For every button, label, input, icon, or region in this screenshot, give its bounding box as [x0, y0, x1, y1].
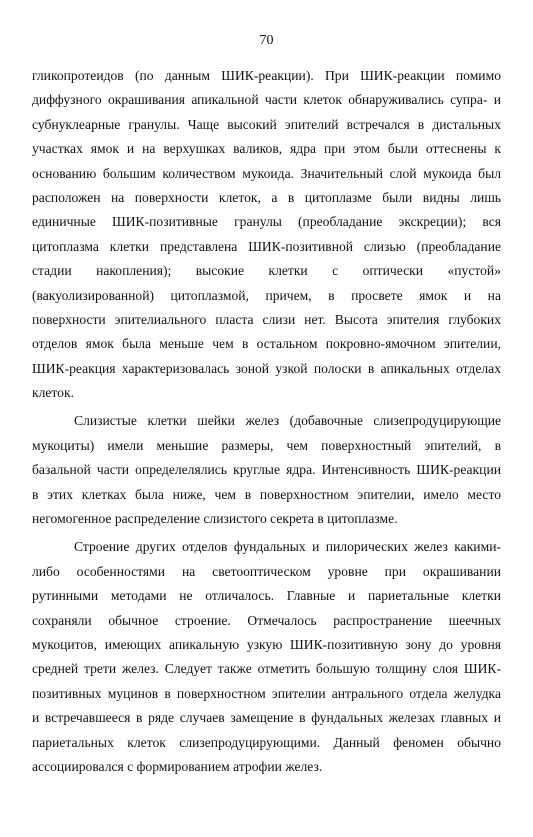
text-line: единичные ШИК-позитивные гранулы (преобладание экскреции); вся [32, 214, 501, 230]
text-line: негомогенное распределение слизистого секрета в цитоплазме. [32, 511, 398, 527]
paragraph [32, 535, 501, 779]
text-line: мукоциты) имели меньшие размеры, чем поверхностный эпителий, в [32, 437, 501, 453]
text-line: поверхности эпителиального пласта слизи нет. Высота эпителия глубоких [32, 311, 501, 327]
text-line: средней трети желез. Следует также отметить большую толщину слоя ШИК- [32, 661, 501, 677]
text-line: и встречавшееся в ряде случаев замещение в фундальных железах главных и [32, 710, 501, 726]
text-line: позитивных муцинов в поверхностном эпителии антрального отдела желудка [32, 685, 501, 701]
text-line: цитоплазма клетки представлена ШИК-позитивной слизью (преобладание [32, 238, 501, 254]
body-text [32, 64, 501, 779]
text-line: субнуклеарные гранулы. Чаще высокий эпителий встречался в дистальных [32, 116, 501, 132]
text-line: сохраняли обычное строение. Отмечалось распространение шеечных [32, 612, 501, 628]
text-line: ШИК-реакция характеризовалась зоной узкой полоски в апикальных отделах [32, 360, 501, 376]
text-line: клеток. [32, 385, 74, 401]
text-line: рутинными методами не отличалось. Главные и париетальные клетки [32, 588, 501, 604]
text-line: ассоциировался с формированием атрофии желез. [32, 758, 323, 774]
text-line: расположен на поверхности клеток, а в цитоплазме были видны лишь [32, 189, 501, 205]
paragraph [32, 409, 501, 531]
text-line: мукоцитов, имеющих апикальную узкую ШИК-позитивную зону до уровня [32, 636, 501, 652]
text-line: основанию большим количеством мукоида. Значительный слой мукоида был [32, 165, 501, 181]
text-line: в этих клетках была ниже, чем в поверхностном эпителии, имело место [32, 486, 501, 502]
text-line: диффузного окрашивания апикальной части клеток обнаруживались супра- и [32, 92, 501, 108]
paragraph [32, 64, 501, 405]
text-line: базальной части определелялись круглые ядра. Интенсивность ШИК-реакции [32, 462, 501, 478]
text-line: участках ямок и на верхушках валиков, ядра при этом были оттеснены к [32, 141, 501, 157]
text-line: стадии накопления); высокие клетки с оптически «пустой» [32, 263, 501, 279]
text-line: париетальных клеток слизепродуцирующими. Данный феномен обычно [32, 734, 501, 750]
text-line: (вакуолизированной) цитоплазмой, причем, в просвете ямок и на [32, 287, 501, 303]
page-number: 70 [259, 33, 274, 48]
text-line: отделов ямок была меньше чем в остальном покровно-ямочном эпителии, [32, 336, 501, 352]
text-line: либо особенностями на светооптическом уровне при окрашивании [32, 563, 501, 579]
text-line: Строение других отделов фундальных и пилорических желез какими- [74, 539, 501, 555]
text-line: гликопротеидов (по данным ШИК-реакции). При ШИК-реакции помимо [32, 68, 501, 83]
text-line: Слизистые клетки шейки желез (добавочные слизепродуцирующие [74, 413, 501, 429]
